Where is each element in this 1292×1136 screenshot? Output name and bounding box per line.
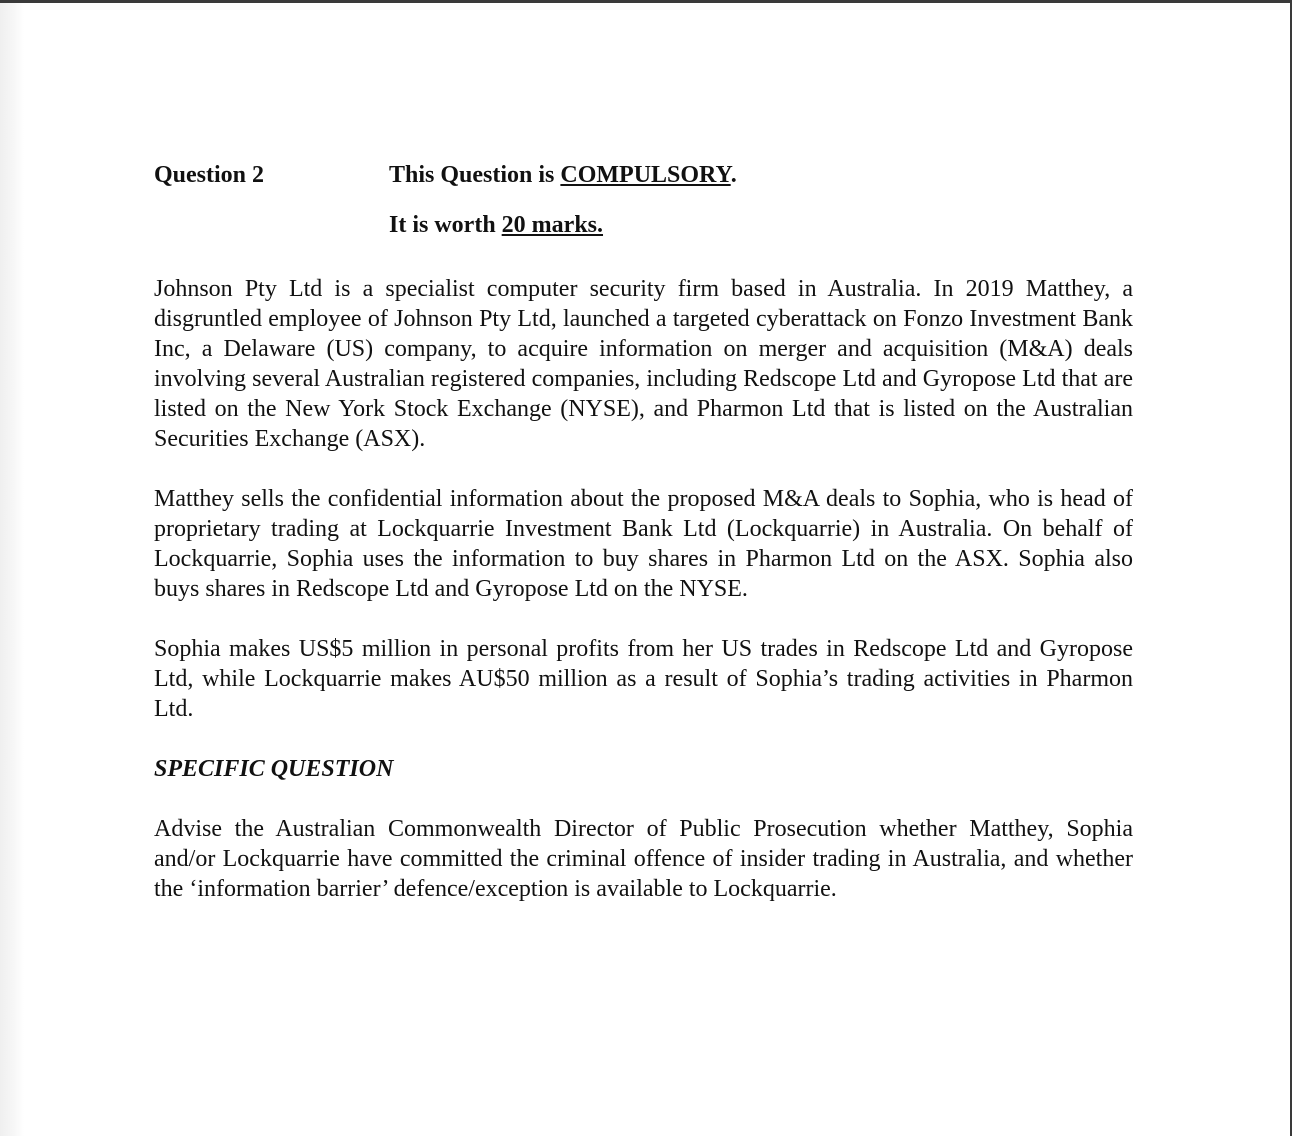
scenario-paragraph-1: Johnson Pty Ltd is a specialist computer security firm based in Australia. In 2019 Matthey, a disgruntled employee of Johnson Pty Ltd, launched a targeted cyberattack on Fonzo Investment Bank Inc, a Delaware (US) company, to acquire information on merger and acquisition (M&A) deals involving several Australian registered companies, including Redscope Ltd and Gyropose Ltd that are listed on the New York Stock Exchange (NYSE), and Pharmon Ltd that is listed on the Australian Securities Exchange (ASX). bbox=[154, 276, 1133, 452]
specific-question-heading: SPECIFIC QUESTION bbox=[154, 756, 394, 782]
marks-prefix: It is worth bbox=[389, 212, 502, 238]
question-number: Question 2 bbox=[154, 162, 265, 188]
marks-emphasis: 20 marks. bbox=[501, 212, 604, 238]
question-requirement bbox=[389, 160, 737, 190]
scenario-paragraph-2: Matthey sells the confidential information about the proposed M&A deals to Sophia, who is head of proprietary trading at Lockquarrie Investment Bank Ltd (Lockquarrie) in Australia. On behalf of Lockquarrie, Sophia uses the information to buy shares in Pharmon Ltd on the ASX. Sophia also buys shares in Redscope Ltd and Gyropose Ltd on the NYSE. bbox=[154, 486, 1133, 602]
requirement-suffix: . bbox=[730, 162, 737, 188]
scenario-paragraph-3: Sophia makes US$5 million in personal profits from her US trades in Redscope Ltd and Gyropose Ltd, while Lockquarrie makes AU$50 million as a result of Sophia’s trading activities in Pharmon Ltd. bbox=[154, 636, 1133, 722]
requirement-prefix: This Question is bbox=[389, 162, 561, 188]
question-header bbox=[154, 158, 1133, 274]
specific-question-text: Advise the Australian Commonwealth Director of Public Prosecution whether Matthey, Sophia and/or Lockquarrie have committed the criminal offence of insider trading in Australia, and whether the ‘information barrier’ defence/exception is available to Lockquarrie. bbox=[154, 816, 1133, 902]
compulsory-emphasis: COMPULSORY bbox=[560, 162, 731, 188]
window-top-border bbox=[0, 0, 1292, 3]
question-marks bbox=[389, 210, 603, 240]
viewer-left-edge bbox=[0, 3, 24, 1136]
document-page bbox=[154, 158, 1133, 934]
